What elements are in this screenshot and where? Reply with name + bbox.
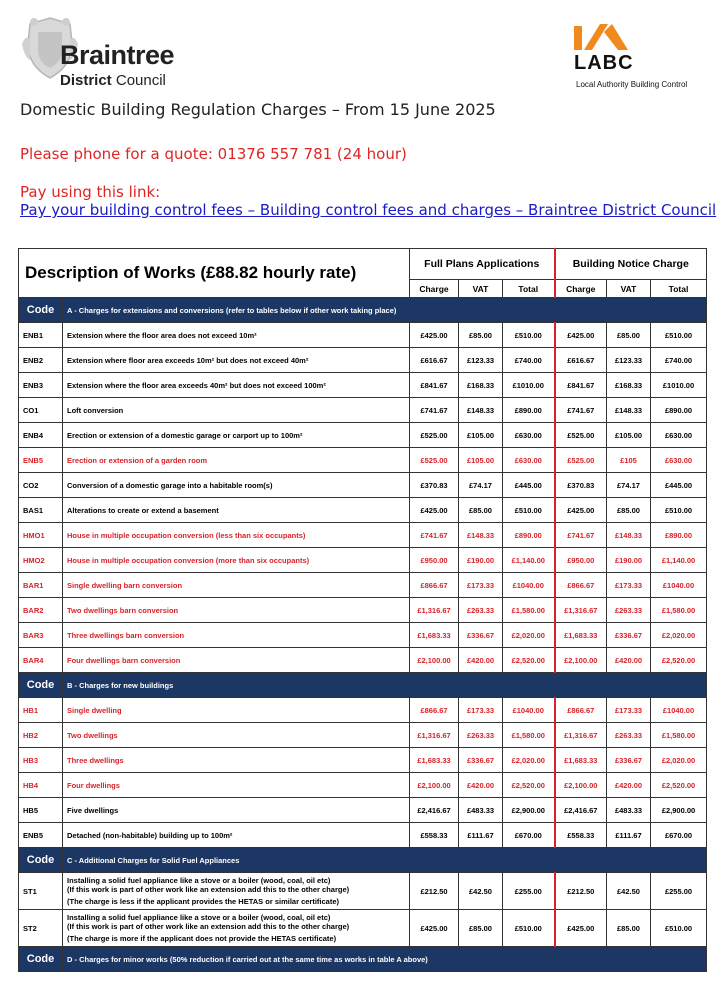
- fp-total-cell: £1,580.00: [503, 598, 555, 623]
- section-title: B - Charges for new buildings: [63, 673, 707, 698]
- row-code: ENB1: [19, 323, 63, 348]
- pay-fees-link[interactable]: Pay your building control fees – Building control fees and charges – Braintree District Council: [20, 201, 717, 219]
- section-code-label: Code: [19, 673, 63, 698]
- table-row: [19, 498, 707, 523]
- row-description: Extension where the floor area does not exceed 10m²: [63, 323, 410, 348]
- row-description: Detached (non-habitable) building up to 100m²: [63, 823, 410, 848]
- row-code: ENB4: [19, 423, 63, 448]
- row-description: Two dwellings: [63, 723, 410, 748]
- table-row: [19, 323, 707, 348]
- bn-charge-cell: £425.00: [555, 323, 607, 348]
- table-row: [19, 698, 707, 723]
- row-description: Loft conversion: [63, 398, 410, 423]
- fp-charge-cell: £2,100.00: [410, 773, 459, 798]
- fp-total-cell: £890.00: [503, 398, 555, 423]
- bn-charge-cell: £1,316.67: [555, 723, 607, 748]
- fp-charge-cell: £1,316.67: [410, 723, 459, 748]
- row-code: ENB5: [19, 448, 63, 473]
- fp-total-cell: £1,580.00: [503, 723, 555, 748]
- fp-vat-cell: £420.00: [459, 773, 503, 798]
- row-code: HMO2: [19, 548, 63, 573]
- fp-vat-cell: £483.33: [459, 798, 503, 823]
- row-description: Conversion of a domestic garage into a habitable room(s): [63, 473, 410, 498]
- table-row: [19, 523, 707, 548]
- fp-total-cell: £2,020.00: [503, 623, 555, 648]
- fp-vat-cell: £105.00: [459, 448, 503, 473]
- table-row: [19, 573, 707, 598]
- row-description: House in multiple occupation conversion (more than six occupants): [63, 548, 410, 573]
- fp-total-cell: £1040.00: [503, 573, 555, 598]
- table-row: [19, 348, 707, 373]
- bn-total-cell: £1040.00: [651, 573, 707, 598]
- bn-total-header: Total: [651, 280, 707, 298]
- table-row: [19, 448, 707, 473]
- bn-vat-cell: £336.67: [607, 623, 651, 648]
- fp-vat-cell: £420.00: [459, 648, 503, 673]
- bn-vat-cell: £85.00: [607, 910, 651, 947]
- row-code: CO2: [19, 473, 63, 498]
- fp-vat-cell: £85.00: [459, 498, 503, 523]
- fp-total-cell: £2,520.00: [503, 773, 555, 798]
- section-header-row: [19, 298, 707, 323]
- bn-charge-cell: £741.67: [555, 398, 607, 423]
- fp-vat-cell: £105.00: [459, 423, 503, 448]
- fp-total-cell: £630.00: [503, 423, 555, 448]
- bn-total-cell: £510.00: [651, 323, 707, 348]
- bn-vat-cell: £168.33: [607, 373, 651, 398]
- bn-total-cell: £255.00: [651, 873, 707, 910]
- fp-total-cell: £2,520.00: [503, 648, 555, 673]
- row-description-line: (If this work is part of other work like an extension add this to the other charge): [67, 922, 350, 931]
- bn-total-cell: £630.00: [651, 423, 707, 448]
- row-code: BAS1: [19, 498, 63, 523]
- table-row: [19, 823, 707, 848]
- row-description: Three dwellings barn conversion: [63, 623, 410, 648]
- row-code: ST2: [19, 910, 63, 947]
- council-sub-bold: District: [60, 72, 112, 89]
- bn-vat-cell: £420.00: [607, 773, 651, 798]
- row-code: ENB3: [19, 373, 63, 398]
- building-notice-header: Building Notice Charge: [555, 249, 707, 280]
- fp-vat-cell: £263.33: [459, 723, 503, 748]
- bn-total-cell: £2,020.00: [651, 623, 707, 648]
- bn-charge-cell: £2,100.00: [555, 773, 607, 798]
- table-row: [19, 623, 707, 648]
- bn-total-cell: £1,140.00: [651, 548, 707, 573]
- fp-charge-cell: £616.67: [410, 348, 459, 373]
- bn-charge-cell: £525.00: [555, 448, 607, 473]
- table-row: [19, 423, 707, 448]
- section-code-label: Code: [19, 947, 63, 972]
- bn-total-cell: £630.00: [651, 448, 707, 473]
- table-row: [19, 598, 707, 623]
- row-code: BAR2: [19, 598, 63, 623]
- bn-total-cell: £890.00: [651, 523, 707, 548]
- table-row: [19, 873, 707, 910]
- row-code: HB5: [19, 798, 63, 823]
- fp-charge-cell: £370.83: [410, 473, 459, 498]
- bn-total-cell: £1,580.00: [651, 598, 707, 623]
- row-description: Single dwelling: [63, 698, 410, 723]
- bn-charge-cell: £950.00: [555, 548, 607, 573]
- fp-charge-cell: £841.67: [410, 373, 459, 398]
- bn-vat-cell: £85.00: [607, 498, 651, 523]
- page-header: [0, 0, 718, 100]
- table-row: [19, 398, 707, 423]
- section-title: C - Additional Charges for Solid Fuel Appliances: [63, 848, 707, 873]
- section-header-row: [19, 848, 707, 873]
- table-row: [19, 723, 707, 748]
- braintree-council-logo: [20, 14, 210, 89]
- description-header: Description of Works (£88.82 hourly rate): [19, 249, 410, 298]
- bn-charge-cell: £866.67: [555, 698, 607, 723]
- fp-charge-cell: £2,100.00: [410, 648, 459, 673]
- row-code: HMO1: [19, 523, 63, 548]
- fp-charge-cell: £1,683.33: [410, 748, 459, 773]
- fp-charge-cell: £212.50: [410, 873, 459, 910]
- table-row: [19, 473, 707, 498]
- fp-charge-header: Charge: [410, 280, 459, 298]
- row-description-line: (If this work is part of other work like an extension add this to the other charge): [67, 885, 350, 894]
- bn-total-cell: £1010.00: [651, 373, 707, 398]
- fp-total-cell: £510.00: [503, 910, 555, 947]
- fp-vat-cell: £168.33: [459, 373, 503, 398]
- row-code: CO1: [19, 398, 63, 423]
- row-description: House in multiple occupation conversion (less than six occupants): [63, 523, 410, 548]
- fp-charge-cell: £741.67: [410, 398, 459, 423]
- fp-charge-cell: £950.00: [410, 548, 459, 573]
- council-name: Braintree: [60, 40, 175, 70]
- row-description-note: (The charge is less if the applicant provides the HETAS or similar certificate): [67, 897, 340, 906]
- fp-vat-header: VAT: [459, 280, 503, 298]
- labc-wordmark: LABC: [574, 52, 634, 74]
- bn-vat-cell: £148.33: [607, 523, 651, 548]
- bn-vat-cell: £263.33: [607, 598, 651, 623]
- bn-charge-cell: £212.50: [555, 873, 607, 910]
- fp-vat-cell: £173.33: [459, 573, 503, 598]
- bn-vat-cell: £123.33: [607, 348, 651, 373]
- bn-charge-cell: £558.33: [555, 823, 607, 848]
- fp-total-cell: £510.00: [503, 323, 555, 348]
- bn-vat-cell: £420.00: [607, 648, 651, 673]
- row-description: Extension where floor area exceeds 10m² but does not exceed 40m²: [63, 348, 410, 373]
- charges-table: [18, 248, 707, 972]
- row-code: HB4: [19, 773, 63, 798]
- row-code: BAR1: [19, 573, 63, 598]
- row-description-line: Installing a solid fuel appliance like a stove or a boiler (wood, coal, oil etc): [67, 913, 331, 922]
- fp-total-cell: £630.00: [503, 448, 555, 473]
- row-code: HB2: [19, 723, 63, 748]
- fp-vat-cell: £263.33: [459, 598, 503, 623]
- fp-charge-cell: £1,683.33: [410, 623, 459, 648]
- row-description: Single dwelling barn conversion: [63, 573, 410, 598]
- fp-vat-cell: £336.67: [459, 748, 503, 773]
- section-title: D - Charges for minor works (50% reduction if carried out at the same time as works in table A above): [63, 947, 707, 972]
- bn-charge-cell: £2,100.00: [555, 648, 607, 673]
- fp-vat-cell: £74.17: [459, 473, 503, 498]
- row-description: Five dwellings: [63, 798, 410, 823]
- bn-vat-cell: £263.33: [607, 723, 651, 748]
- bn-vat-cell: £173.33: [607, 573, 651, 598]
- bn-total-cell: £2,900.00: [651, 798, 707, 823]
- fp-total-header: Total: [503, 280, 555, 298]
- row-description: Extension where the floor area exceeds 40m² but does not exceed 100m²: [63, 373, 410, 398]
- fp-charge-cell: £558.33: [410, 823, 459, 848]
- page-title: Domestic Building Regulation Charges – From 15 June 2025: [20, 100, 496, 119]
- pay-label: Pay using this link:: [20, 183, 161, 201]
- row-description-line: Installing a solid fuel appliance like a stove or a boiler (wood, coal, oil etc): [67, 876, 331, 885]
- row-description: [63, 910, 410, 947]
- table-row: [19, 373, 707, 398]
- fp-total-cell: £1040.00: [503, 698, 555, 723]
- fp-charge-cell: £866.67: [410, 698, 459, 723]
- table-row: [19, 648, 707, 673]
- fp-total-cell: £445.00: [503, 473, 555, 498]
- row-code: HB1: [19, 698, 63, 723]
- fp-vat-cell: £85.00: [459, 910, 503, 947]
- fp-vat-cell: £123.33: [459, 348, 503, 373]
- bn-vat-cell: £173.33: [607, 698, 651, 723]
- fp-vat-cell: £42.50: [459, 873, 503, 910]
- labc-roof-icon: [574, 22, 628, 50]
- bn-charge-cell: £866.67: [555, 573, 607, 598]
- fp-vat-cell: £148.33: [459, 398, 503, 423]
- fp-charge-cell: £425.00: [410, 498, 459, 523]
- section-header-row: [19, 673, 707, 698]
- table-row: [19, 798, 707, 823]
- bn-charge-cell: £616.67: [555, 348, 607, 373]
- row-code: BAR4: [19, 648, 63, 673]
- row-description: Two dwellings barn conversion: [63, 598, 410, 623]
- fp-total-cell: £1010.00: [503, 373, 555, 398]
- bn-total-cell: £2,520.00: [651, 648, 707, 673]
- fp-total-cell: £740.00: [503, 348, 555, 373]
- fp-charge-cell: £425.00: [410, 323, 459, 348]
- bn-vat-cell: £74.17: [607, 473, 651, 498]
- bn-total-cell: £445.00: [651, 473, 707, 498]
- bn-charge-cell: £1,683.33: [555, 748, 607, 773]
- bn-charge-cell: £2,416.67: [555, 798, 607, 823]
- bn-total-cell: £510.00: [651, 910, 707, 947]
- row-code: BAR3: [19, 623, 63, 648]
- council-sub: Council: [115, 72, 166, 89]
- fp-charge-cell: £1,316.67: [410, 598, 459, 623]
- row-description: [63, 873, 410, 910]
- section-title: A - Charges for extensions and conversions (refer to tables below if other work taking place): [63, 298, 707, 323]
- bn-vat-cell: £111.67: [607, 823, 651, 848]
- fp-vat-cell: £148.33: [459, 523, 503, 548]
- fp-charge-cell: £425.00: [410, 910, 459, 947]
- row-description: Four dwellings barn conversion: [63, 648, 410, 673]
- labc-logo: [574, 22, 704, 92]
- bn-charge-cell: £425.00: [555, 910, 607, 947]
- fp-charge-cell: £525.00: [410, 448, 459, 473]
- section-code-label: Code: [19, 298, 63, 323]
- bn-charge-cell: £370.83: [555, 473, 607, 498]
- fp-charge-cell: £525.00: [410, 423, 459, 448]
- row-description: Erection or extension of a domestic garage or carport up to 100m²: [63, 423, 410, 448]
- fp-total-cell: £890.00: [503, 523, 555, 548]
- section-header-row: [19, 947, 707, 972]
- row-description: Three dwellings: [63, 748, 410, 773]
- phone-quote-text: Please phone for a quote: 01376 557 781 (24 hour): [20, 145, 407, 163]
- bn-charge-cell: £1,316.67: [555, 598, 607, 623]
- bn-charge-cell: £841.67: [555, 373, 607, 398]
- fp-total-cell: £2,900.00: [503, 798, 555, 823]
- bn-vat-header: VAT: [607, 280, 651, 298]
- fp-vat-cell: £336.67: [459, 623, 503, 648]
- fp-charge-cell: £741.67: [410, 523, 459, 548]
- fp-total-cell: £255.00: [503, 873, 555, 910]
- bn-total-cell: £510.00: [651, 498, 707, 523]
- bn-vat-cell: £105: [607, 448, 651, 473]
- row-code: ENB2: [19, 348, 63, 373]
- fp-total-cell: £1,140.00: [503, 548, 555, 573]
- fp-vat-cell: £173.33: [459, 698, 503, 723]
- fp-total-cell: £670.00: [503, 823, 555, 848]
- bn-charge-header: Charge: [555, 280, 607, 298]
- table-row: [19, 748, 707, 773]
- fp-vat-cell: £85.00: [459, 323, 503, 348]
- table-row: [19, 548, 707, 573]
- row-code: HB3: [19, 748, 63, 773]
- table-row: [19, 773, 707, 798]
- row-description: Four dwellings: [63, 773, 410, 798]
- row-code: ST1: [19, 873, 63, 910]
- bn-charge-cell: £741.67: [555, 523, 607, 548]
- row-description-note: (The charge is more if the applicant does not provide the HETAS certificate): [67, 934, 337, 943]
- row-description: Alterations to create or extend a basement: [63, 498, 410, 523]
- fp-vat-cell: £190.00: [459, 548, 503, 573]
- bn-vat-cell: £483.33: [607, 798, 651, 823]
- full-plans-header: Full Plans Applications: [410, 249, 555, 280]
- labc-tagline: Local Authority Building Control: [576, 80, 688, 89]
- bn-vat-cell: £105.00: [607, 423, 651, 448]
- bn-total-cell: £1040.00: [651, 698, 707, 723]
- council-subtitle: [60, 72, 166, 89]
- bn-vat-cell: £336.67: [607, 748, 651, 773]
- fp-total-cell: £2,020.00: [503, 748, 555, 773]
- bn-total-cell: £2,020.00: [651, 748, 707, 773]
- bn-charge-cell: £425.00: [555, 498, 607, 523]
- bn-charge-cell: £1,683.33: [555, 623, 607, 648]
- section-code-label: Code: [19, 848, 63, 873]
- row-code: ENB5: [19, 823, 63, 848]
- bn-total-cell: £670.00: [651, 823, 707, 848]
- bn-vat-cell: £85.00: [607, 323, 651, 348]
- bn-total-cell: £1,580.00: [651, 723, 707, 748]
- fp-vat-cell: £111.67: [459, 823, 503, 848]
- table-row: [19, 910, 707, 947]
- bn-total-cell: £890.00: [651, 398, 707, 423]
- fp-charge-cell: £866.67: [410, 573, 459, 598]
- bn-vat-cell: £190.00: [607, 548, 651, 573]
- fp-charge-cell: £2,416.67: [410, 798, 459, 823]
- bn-total-cell: £2,520.00: [651, 773, 707, 798]
- fp-total-cell: £510.00: [503, 498, 555, 523]
- bn-vat-cell: £148.33: [607, 398, 651, 423]
- bn-vat-cell: £42.50: [607, 873, 651, 910]
- bn-total-cell: £740.00: [651, 348, 707, 373]
- row-description: Erection or extension of a garden room: [63, 448, 410, 473]
- bn-charge-cell: £525.00: [555, 423, 607, 448]
